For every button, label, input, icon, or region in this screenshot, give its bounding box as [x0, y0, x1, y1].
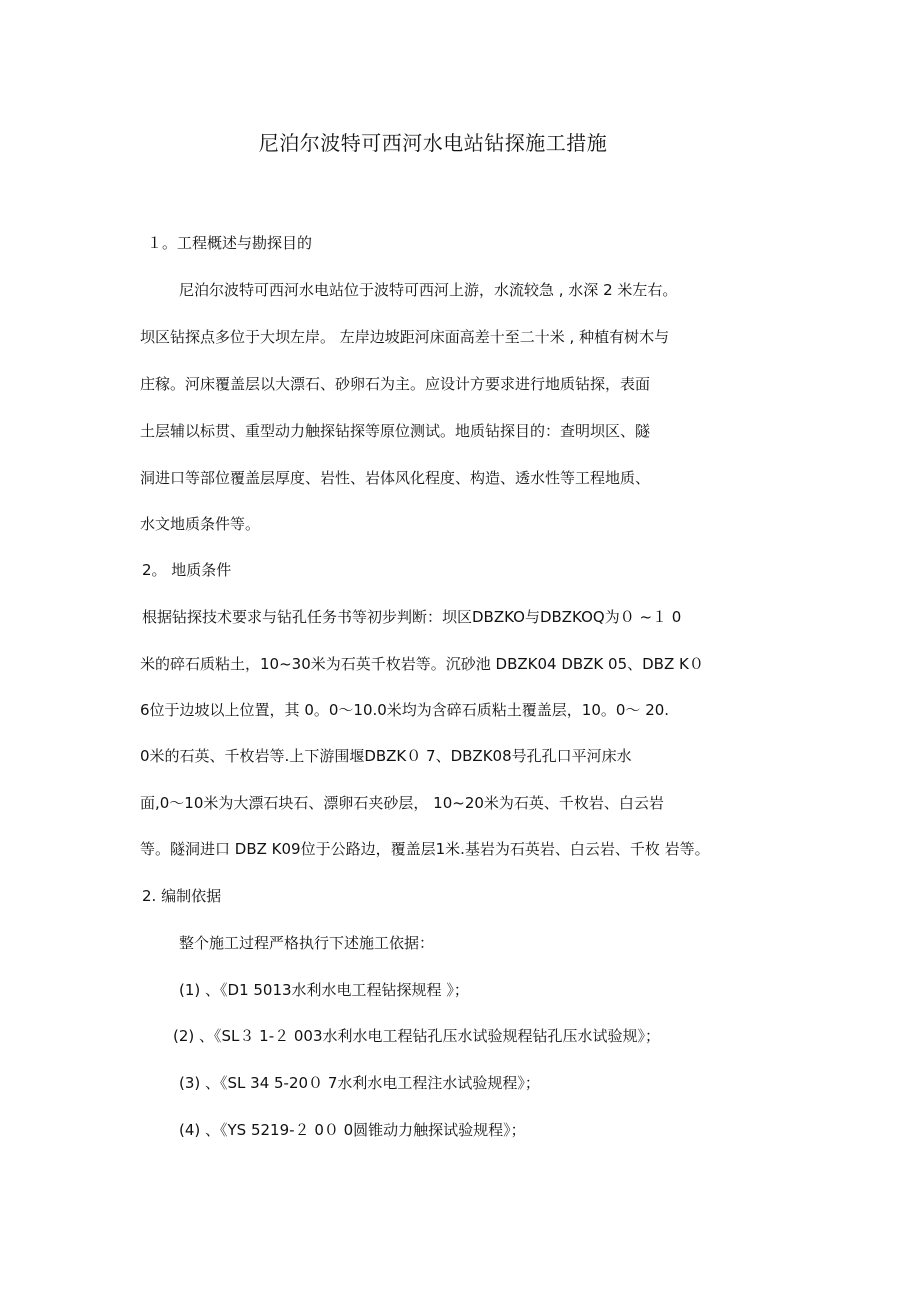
paragraph-line: 米的碎石质粘土，10~30米为石英千枚岩等。沉砂池 DBZK04 DBZK 05、DBZ K０: [140, 655, 704, 673]
paragraph-line: 0米的石英、千枚岩等.上下游围堰DBZK０ 7、DBZK08号孔孔口平河床水: [140, 747, 632, 765]
paragraph-line: 根据钻探技术要求与钻孔任务书等初步判断：坝区DBZKO与DBZKOQ为０ ~１ 0: [142, 608, 682, 626]
section-2-heading: 2。 地质条件: [142, 561, 232, 579]
paragraph-line: 水文地质条件等。: [140, 515, 261, 533]
document-title: 尼泊尔波特可西河水电站钻探施工措施: [258, 131, 608, 155]
reference-item: (2) 、《SL３ 1-２ 003水利水电工程钻孔压水试验规程钻孔压水试验规》；: [173, 1027, 661, 1045]
paragraph-line: 庄稼。河床覆盖层以大漂石、砂卵石为主。应设计方要求进行地质钻探，表面: [140, 375, 651, 393]
paragraph-line: 土层辅以标贯、重型动力触探钻探等原位测试。地质钻探目的：查明坝区、隧: [140, 422, 651, 440]
paragraph-line: 坝区钻探点多位于大坝左岸。 左岸边坡距河床面高差十至二十米 , 种植有树木与: [140, 328, 670, 346]
paragraph-line: 洞进口等部位覆盖层厚度、岩性、岩体风化程度、构造、透水性等工程地质、: [140, 469, 651, 487]
paragraph-line: 6位于边坡以上位置，其 0。0～10.0米均为含碎石质粘土覆盖层，10。0～ 20.: [140, 701, 670, 719]
paragraph-line: 等。隧洞进口 DBZ K09位于公路边，覆盖层1米.基岩为石英岩、白云岩、千枚 岩等。: [140, 840, 710, 858]
reference-item: (1) 、《D1 5013水利水电工程钻探规程 》；: [179, 981, 469, 999]
reference-item: (4) 、《YS 5219-２ 0０ 0圆锥动力触探试验规程》；: [179, 1121, 526, 1139]
section-1-heading: １。工程概述与勘探目的: [147, 234, 313, 252]
section-3-heading: 2. 编制依据: [142, 887, 222, 905]
paragraph-line: 面,0～10米为大漂石块石、漂卵石夹砂层， 10~20米为石英、千枚岩、白云岩: [140, 794, 664, 812]
reference-item: (3) 、《SL 34 5-20０ 7水利水电工程注水试验规程》；: [179, 1074, 540, 1092]
paragraph-line: 整个施工过程严格执行下述施工依据：: [179, 934, 435, 952]
paragraph-line: 尼泊尔波特可西河水电站位于波特可西河上游，水流较急 , 水深 2 米左右。: [179, 281, 678, 299]
